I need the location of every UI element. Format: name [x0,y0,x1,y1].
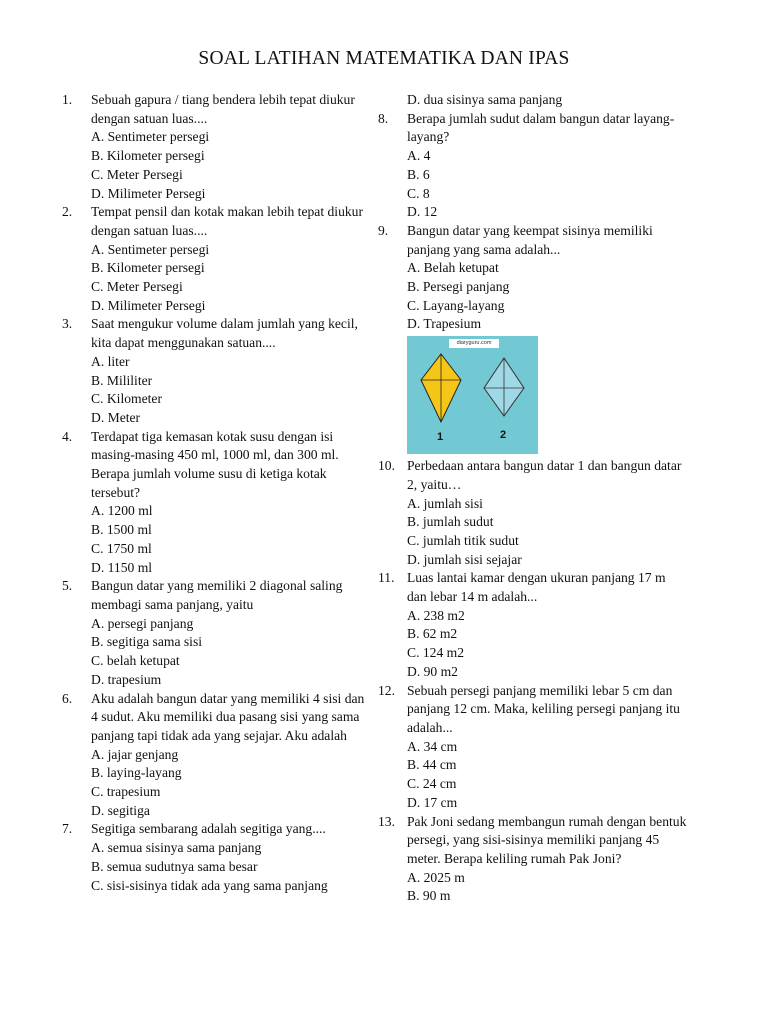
option: D. trapesium [91,671,162,687]
question-text: Sebuah persegi panjang memiliki lebar 5 cm dan panjang 12 cm. Maka, keliling persegi panjang itu adalah... [407,682,680,735]
option: A. 34 cm [407,738,458,754]
option: D. 1150 ml [91,559,153,575]
question-text: Tempat pensil dan kotak makan lebih tepat diukur dengan satuan luas.... [91,204,363,238]
option: C. belah ketupat [91,653,180,669]
kite-1-label: 1 [437,431,444,444]
question-2 [62,203,368,240]
option: D. 17 cm [407,794,458,810]
option: B. 90 m [407,888,451,904]
option: B. Persegi panjang [407,279,510,295]
question-number: 2. [62,204,73,220]
question-8 [378,110,688,147]
option: A. jajar genjang [91,746,179,762]
option: D. Meter [91,409,141,425]
option: D. 12 [407,204,438,220]
option: C. Meter Persegi [91,166,183,182]
option: B. Kilometer persegi [91,260,205,276]
question-number: 4. [62,428,73,444]
question-3 [62,315,368,352]
option: C. 1750 ml [91,540,152,556]
question-text: Saat mengukur volume dalam jumlah yang kecil, kita dapat menggunakan satuan.... [91,316,358,351]
option: A. 2025 m [407,869,465,885]
question-6 [62,690,368,746]
option: A. 238 m2 [407,607,465,623]
option: B. 62 m2 [407,626,458,642]
question-number: 5. [62,578,73,594]
question-text: Bangun datar yang memiliki 2 diagonal saling membagi sama panjang, yaitu [91,578,343,612]
question-text: Pak Joni sedang membangun rumah dengan bentuk persegi, yang sisi-sisinya memiliki panjang 45 meter. Berapa keliling rumah Pak Joni? [407,813,687,866]
option: A. 1200 ml [91,503,153,519]
option: A. Sentimeter persegi [91,241,210,257]
left-column [62,91,368,895]
option: A. semua sisinya sama panjang [91,840,262,856]
option: D. Milimeter Persegi [91,297,206,313]
option: A. Sentimeter persegi [91,129,210,145]
question-5 [62,577,368,614]
option: C. Kilometer [91,391,162,407]
option: B. semua sudutnya sama besar [91,858,258,874]
question-1 [62,91,368,128]
option: A. Belah ketupat [407,260,499,276]
option: D. segitiga [91,802,150,818]
question-text: Berapa jumlah sudut dalam bangun datar layang-layang? [407,110,675,145]
option: D. 90 m2 [407,663,458,679]
question-text: Aku adalah bangun datar yang memiliki 4 sisi dan 4 sudut. Aku memiliki dua pasang sisi yang sama panjang tapi tidak ada yang sejajar. Aku adalah [91,690,365,743]
question-number: 10. [378,458,395,474]
question-7 [62,820,368,839]
option: B. laying-layang [91,765,182,781]
kite-figure [407,336,538,454]
kite-2-label: 2 [500,429,507,442]
option: D. Milimeter Persegi [91,185,206,201]
option: C. jumlah titik sudut [407,532,519,548]
question-number: 3. [62,316,73,332]
option: C. sisi-sisinya tidak ada yang sama panjang [91,877,328,893]
question-13 [378,813,688,869]
question-4 [62,428,368,503]
question-number: 1. [62,92,73,107]
option: C. Layang-layang [407,297,505,313]
option: D. dua sisinya sama panjang [407,92,563,107]
question-text: Perbedaan antara bangun datar 1 dan bangun datar 2, yaitu… [407,458,682,492]
option: B. 6 [407,166,430,182]
option: B. 44 cm [407,757,457,773]
page-title: SOAL LATIHAN MATEMATIKA DAN IPAS [198,48,570,69]
option: C. 124 m2 [407,645,465,661]
option: B. Kilometer persegi [91,148,205,164]
question-number: 12. [378,682,395,698]
option: A. jumlah sisi [407,495,483,511]
question-text: Luas lantai kamar dengan ukuran panjang 17 m dan lebar 14 m adalah... [407,570,666,605]
option: D. Trapesium [407,316,482,332]
question-text: Sebuah gapura / tiang bendera lebih tepat diukur dengan satuan luas.... [91,92,355,126]
option: D. jumlah sisi sejajar [407,551,522,567]
question-number: 8. [378,110,389,126]
question-number: 9. [378,222,389,238]
option: C. 24 cm [407,776,457,792]
right-column [378,91,688,906]
question-number: 6. [62,690,73,706]
question-number: 7. [62,821,73,837]
option: B. Mililiter [91,372,153,388]
option: A. liter [91,353,130,369]
option: A. persegi panjang [91,615,194,631]
question-12 [378,682,688,738]
option: B. jumlah sudut [407,514,494,530]
question-number: 13. [378,813,395,829]
question-text: Segitiga sembarang adalah segitiga yang.... [91,821,326,837]
question-text: Terdapat tiga kemasan kotak susu dengan isi masing-masing 450 ml, 1000 ml, dan 300 ml. Berapa jumlah volume susu di ketiga kotak tersebut? [91,428,339,500]
question-text: Bangun datar yang keempat sisinya memiliki panjang yang sama adalah... [407,222,653,257]
option: B. segitiga sama sisi [91,634,203,650]
kite-drawing [407,336,538,454]
option: C. trapesium [91,784,161,800]
question-9 [378,222,688,259]
question-11 [378,569,688,606]
question-number: 11. [378,570,395,586]
option: C. 8 [407,185,430,201]
question-10 [378,457,688,494]
option: B. 1500 ml [91,522,152,538]
watermark-label: diaryguru.com [449,339,499,348]
option: C. Meter Persegi [91,279,183,295]
option: A. 4 [407,148,431,164]
